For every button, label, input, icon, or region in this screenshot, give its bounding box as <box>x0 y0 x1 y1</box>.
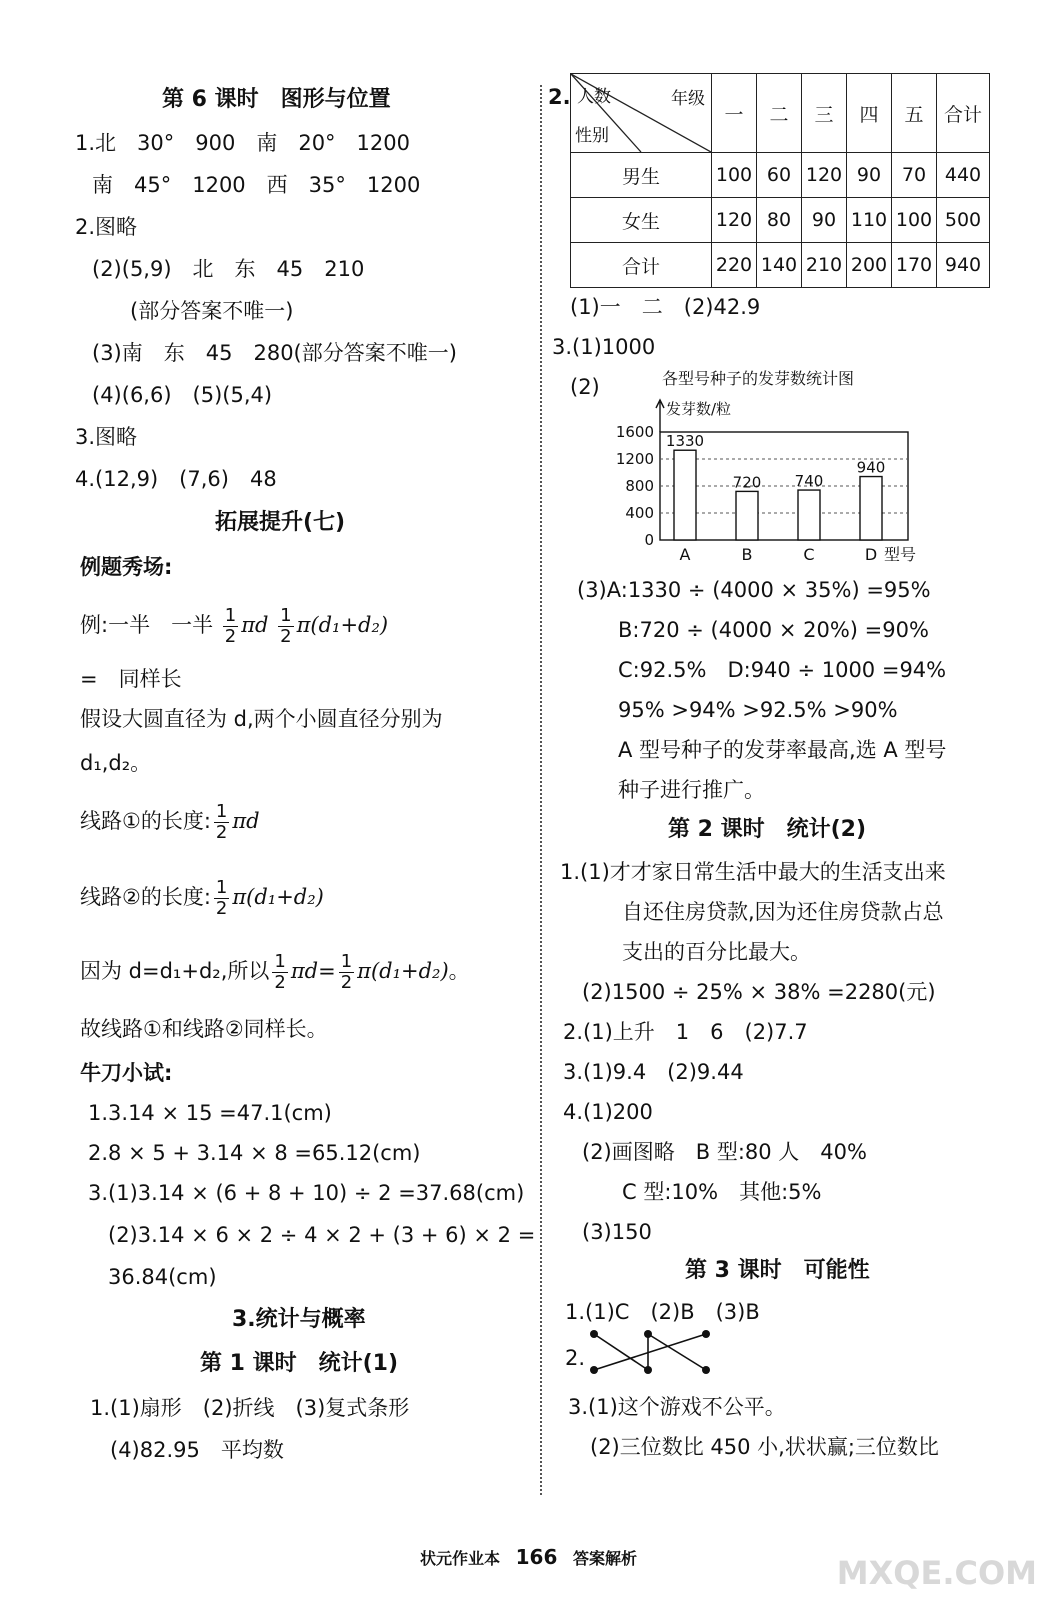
chart-x-label: 型号 <box>884 545 917 564</box>
example-label: 例题秀场: <box>80 555 173 579</box>
table-cell: 200 <box>847 243 892 288</box>
prob-answer-3b: (2)三位数比 450 小,状状赢;三位数比 <box>590 1435 939 1459</box>
page-number: 166 <box>515 1545 558 1569</box>
table-row <box>571 153 990 198</box>
route2-expr: π(d₁+d₂) <box>232 885 324 909</box>
chart-y-label: 发芽数/粒 <box>666 400 732 418</box>
table-cell: 70 <box>892 153 937 198</box>
stat2-answer-4c: C 型:10% 其他:5% <box>622 1180 822 1204</box>
half-fraction-3: $\frac{1}{2}$ <box>215 800 228 843</box>
chart-data-label: 940 <box>856 458 886 477</box>
conclusion-line: 故线路①和线路②同样长。 <box>80 1017 328 1041</box>
chart-x-tick-label: D <box>864 545 878 564</box>
stat2-answer-4d: (3)150 <box>582 1220 652 1244</box>
chart-y-tick-label: 1200 <box>615 450 654 468</box>
table-cell: 120 <box>802 153 847 198</box>
route1-expr: πd <box>232 809 260 833</box>
table-cell: 170 <box>892 243 937 288</box>
table-header-cell: 合计 <box>937 74 990 153</box>
chart-data-label: 1330 <box>665 432 705 451</box>
q3-answer-3c: C:92.5% D:940 ÷ 1000 =94% <box>618 658 947 682</box>
table-cell: 440 <box>937 153 990 198</box>
table-cell: 140 <box>757 243 802 288</box>
half-fraction-1: $\frac{1}{2}$ <box>224 604 237 647</box>
prob-answer-2-label: 2. <box>565 1346 586 1370</box>
table-header-row <box>571 74 990 153</box>
because-line: 因为 d=d₁+d₂,所以 $\frac{1}{2}$ πd= $\frac{1}{2}$ π(d₁+d₂)。 <box>80 950 470 993</box>
half-fraction-6: $\frac{1}{2}$ <box>340 950 353 993</box>
q3-answer-3f: 种子进行推广。 <box>618 778 765 802</box>
q3-answer-3a: (3)A:1330 ÷ (4000 × 35%) =95% <box>577 578 931 602</box>
answer-q3: 3.图略 <box>75 425 138 449</box>
answer-q1b: 南 45° 1200 西 35° 1200 <box>92 173 421 197</box>
table-cell: 110 <box>847 198 892 243</box>
q3-answer-3b: B:720 ÷ (4000 × 20%) =90% <box>618 618 929 642</box>
chart-data-label: 740 <box>794 472 824 491</box>
try-answer-3b: (2)3.14 × 6 × 2 ÷ 4 × 2 + (3 + 6) × 2 = <box>108 1223 536 1247</box>
q3-answer-3e: A 型号种子的发芽率最高,选 A 型号 <box>618 738 947 762</box>
q3-answer-2-label: (2) <box>570 375 600 399</box>
half-fraction-4: $\frac{1}{2}$ <box>215 876 228 919</box>
chart-x-tick-label: A <box>679 545 691 564</box>
example-line <box>80 600 388 650</box>
table-row-label: 合计 <box>571 243 712 288</box>
assume-line-1: 假设大圆直径为 d,两个小圆直径分别为 <box>80 707 443 731</box>
table-answers: (1)一 二 (2)42.9 <box>570 295 761 319</box>
table-header-cell: 一 <box>712 74 757 153</box>
chart-bar <box>798 490 820 540</box>
table-cell: 90 <box>802 198 847 243</box>
route1-label: 线路①的长度: <box>80 809 211 833</box>
chart-y-tick-label: 400 <box>625 504 654 522</box>
prob-answer-3a: 3.(1)这个游戏不公平。 <box>568 1395 786 1419</box>
table-row-label: 男生 <box>571 153 712 198</box>
stat2-answer-1a: 1.(1)才才家日常生活中最大的生活支出来 <box>560 860 946 884</box>
table-header-cell: 四 <box>847 74 892 153</box>
section-title-stat1: 第 1 课时 统计(1) <box>200 1351 399 1376</box>
table-cell: 500 <box>937 198 990 243</box>
matching-lines-diagram <box>588 1322 718 1382</box>
stat1-answer-1a: 1.(1)扇形 (2)折线 (3)复式条形 <box>90 1396 410 1420</box>
table-cell: 210 <box>802 243 847 288</box>
half-fraction-5: $\frac{1}{2}$ <box>274 950 286 993</box>
stat1-answer-1b: (4)82.95 平均数 <box>110 1438 284 1462</box>
table-row <box>571 243 990 288</box>
assume-line-2: d₁,d₂。 <box>80 751 152 775</box>
table-cell: 80 <box>757 198 802 243</box>
try-label: 牛刀小试: <box>80 1061 173 1085</box>
answer-q2d: (4)(6,6) (5)(5,4) <box>92 383 273 407</box>
chart-y-tick-label: 0 <box>644 531 654 549</box>
stat2-answer-4b: (2)画图略 B 型:80 人 40% <box>582 1140 867 1164</box>
stat2-answer-3: 3.(1)9.4 (2)9.44 <box>563 1060 744 1084</box>
try-answer-3c: 36.84(cm) <box>108 1265 217 1289</box>
route2-line <box>80 872 324 922</box>
table-cell: 100 <box>712 153 757 198</box>
footer-section: 答案解析 <box>572 1549 637 1568</box>
q3-answer-3d: 95% >94% >92.5% >90% <box>618 698 898 722</box>
table-row-label: 女生 <box>571 198 712 243</box>
pi-sum: π(d₁+d₂) <box>296 613 389 637</box>
equal-line: = 同样长 <box>80 667 182 691</box>
chart-title: 各型号种子的发芽数统计图 <box>662 369 855 388</box>
chart-x-tick-label: C <box>803 545 815 564</box>
route2-label: 线路②的长度: <box>80 885 211 909</box>
answer-q2a: (2)(5,9) 北 东 45 210 <box>92 257 365 281</box>
table-cell: 940 <box>937 243 990 288</box>
stat2-answer-4a: 4.(1)200 <box>563 1100 653 1124</box>
watermark: MXQE.COM <box>836 1554 1037 1592</box>
q3-answer-1: 3.(1)1000 <box>552 335 656 359</box>
column-divider <box>540 85 542 1495</box>
because-text: 因为 d=d₁+d₂,所以 <box>80 959 270 983</box>
chart-y-tick-label: 1600 <box>615 423 654 441</box>
table-header-cell: 二 <box>757 74 802 153</box>
answer-q2c: (3)南 东 45 280(部分答案不唯一) <box>92 341 457 365</box>
table-question-number: 2. <box>548 85 571 109</box>
stat2-answer-2: 2.(1)上升 1 6 (2)7.7 <box>563 1020 808 1044</box>
stat2-answer-1b: 自还住房贷款,因为还住房贷款占总 <box>622 900 944 924</box>
chart-data-label: 720 <box>732 473 762 492</box>
section-title-stat2: 第 2 课时 统计(2) <box>668 817 867 842</box>
gender-grade-table <box>570 73 990 288</box>
chart-bar <box>674 450 696 540</box>
answer-q2b: (部分答案不唯一) <box>130 299 294 323</box>
prob-answer-1: 1.(1)C (2)B (3)B <box>565 1300 760 1324</box>
section-title-6: 第 6 课时 图形与位置 <box>162 87 391 112</box>
answer-q4: 4.(12,9) (7,6) 48 <box>75 467 277 491</box>
answer-q1a: 1.北 30° 900 南 20° 1200 <box>75 131 411 155</box>
chart-x-tick-label: B <box>741 545 753 564</box>
table-cell: 60 <box>757 153 802 198</box>
example-prefix: 例:一半 一半 <box>80 613 214 637</box>
footer-book-title: 状元作业本 <box>420 1549 501 1568</box>
table-cell: 120 <box>712 198 757 243</box>
section-title-extension: 拓展提升(七) <box>215 510 346 535</box>
table-header-cell: 三 <box>802 74 847 153</box>
stat2-answer-1c: 支出的百分比最大。 <box>622 940 811 964</box>
seed-germination-bar-chart <box>590 368 950 578</box>
chart-bar <box>736 491 758 540</box>
try-answer-1: 1.3.14 × 15 =47.1(cm) <box>88 1101 332 1125</box>
table-cell: 100 <box>892 198 937 243</box>
answer-q2: 2.图略 <box>75 215 138 239</box>
table-cell: 220 <box>712 243 757 288</box>
table-cell: 90 <box>847 153 892 198</box>
route1-line <box>80 796 260 846</box>
table-header-cell: 五 <box>892 74 937 153</box>
try-answer-3a: 3.(1)3.14 × (6 + 8 + 10) ÷ 2 =37.68(cm) <box>88 1181 525 1205</box>
chart-bar <box>860 477 882 540</box>
half-fraction-2: $\frac{1}{2}$ <box>280 604 292 647</box>
chart-y-tick-label: 800 <box>625 477 654 495</box>
pi-d: πd <box>241 613 269 637</box>
chapter-title: 3.统计与概率 <box>232 1307 366 1332</box>
section-title-probability: 第 3 课时 可能性 <box>685 1258 870 1283</box>
table-row <box>571 198 990 243</box>
try-answer-2: 2.8 × 5 + 3.14 × 8 =65.12(cm) <box>88 1141 421 1165</box>
stat2-answer-1d: (2)1500 ÷ 25% × 38% =2280(元) <box>582 980 936 1004</box>
table-corner-cell: 人数 年级 性别 <box>571 74 712 153</box>
